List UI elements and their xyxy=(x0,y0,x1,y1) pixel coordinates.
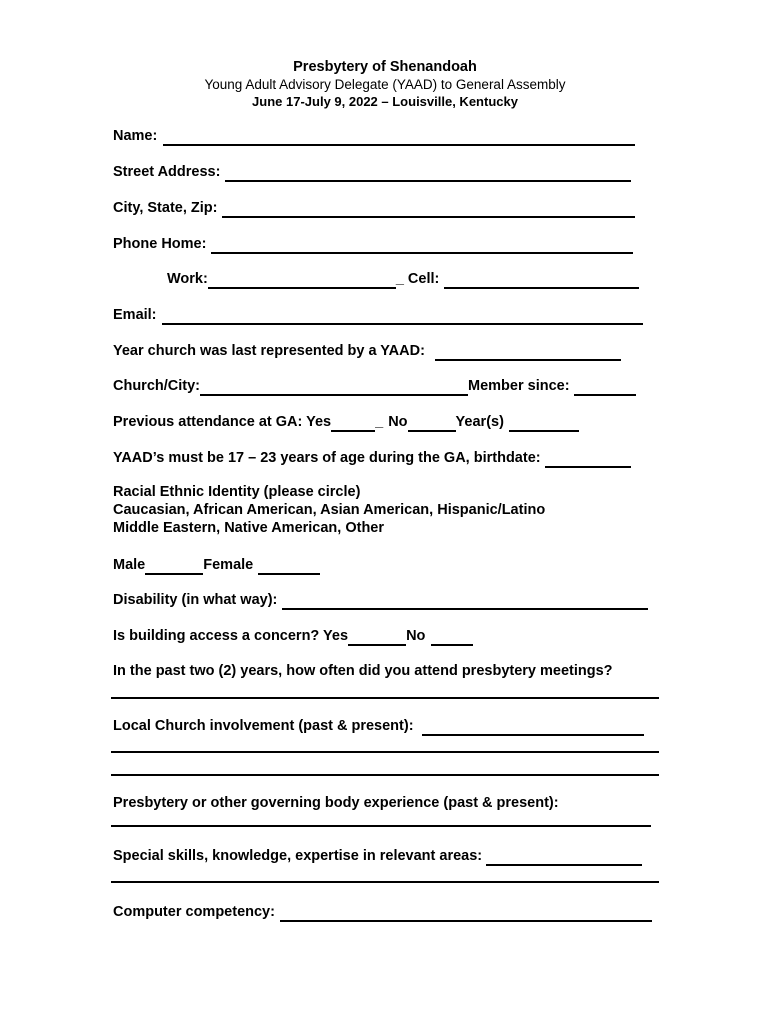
cell-label: Cell: xyxy=(407,271,440,287)
local-church-label: Local Church involvement (past & present): xyxy=(113,718,414,734)
church-city-field[interactable] xyxy=(200,380,468,396)
phone-home-field[interactable] xyxy=(211,238,633,254)
street-label: Street Address: xyxy=(113,164,221,180)
female-field[interactable] xyxy=(258,559,320,575)
city-row xyxy=(113,198,635,218)
street-field[interactable] xyxy=(225,166,631,182)
email-field[interactable] xyxy=(162,309,643,325)
city-label: City, State, Zip: xyxy=(113,200,218,216)
racial-identity-heading: Racial Ethnic Identity (please circle) xyxy=(113,484,361,500)
presbytery-meetings-field[interactable] xyxy=(111,697,659,699)
phone-home-label: Phone Home: xyxy=(113,236,207,252)
name-row xyxy=(113,126,635,146)
church-city-label: Church/City: xyxy=(113,378,200,394)
local-church-row xyxy=(113,716,644,736)
prev-attendance-row xyxy=(113,412,579,432)
male-label: Male xyxy=(113,557,146,573)
name-label: Name: xyxy=(113,128,158,144)
governing-body-label: Presbytery or other governing body experience (past & present): xyxy=(113,795,559,811)
city-field[interactable] xyxy=(222,202,635,218)
racial-identity-options-1[interactable]: Caucasian, African American, Asian American, Hispanic/Latino xyxy=(113,502,546,518)
special-skills-field[interactable] xyxy=(486,850,642,866)
year-church-label: Year church was last represented by a YAAD: xyxy=(113,343,425,359)
prev-no-field[interactable] xyxy=(408,416,456,432)
disability-label: Disability (in what way): xyxy=(113,592,278,608)
computer-row xyxy=(113,902,652,922)
special-skills-line-2[interactable] xyxy=(111,881,659,883)
year-church-row xyxy=(113,341,621,361)
access-no-label: No xyxy=(406,628,426,644)
member-since-label: Member since: xyxy=(468,378,570,394)
local-church-field[interactable] xyxy=(422,720,644,736)
year-church-field[interactable] xyxy=(435,345,621,361)
access-label: Is building access a concern? Yes xyxy=(113,628,349,644)
racial-identity-options-2[interactable]: Middle Eastern, Native American, Other xyxy=(113,520,385,536)
local-church-line-3[interactable] xyxy=(111,774,659,776)
prev-years-field[interactable] xyxy=(509,416,579,432)
phone-home-row xyxy=(113,234,633,254)
disability-field[interactable] xyxy=(282,594,648,610)
female-label: Female xyxy=(203,557,254,573)
access-yes-field[interactable] xyxy=(348,630,406,646)
access-row xyxy=(113,626,473,646)
birthdate-label: YAAD’s must be 17 – 23 years of age during the GA, birthdate: xyxy=(113,450,541,466)
governing-body-field[interactable] xyxy=(111,825,651,827)
local-church-line-2[interactable] xyxy=(111,751,659,753)
form-dates: June 17-July 9, 2022 – Louisville, Kentucky xyxy=(252,94,518,109)
prev-yes-field[interactable] xyxy=(331,416,375,432)
work-cell-row xyxy=(167,269,639,289)
name-field[interactable] xyxy=(163,130,635,146)
computer-label: Computer competency: xyxy=(113,904,275,920)
work-field[interactable] xyxy=(208,273,396,289)
prev-yes-tail: _ xyxy=(375,414,384,430)
work-label: Work: xyxy=(167,271,208,287)
prev-no-label: No xyxy=(388,414,408,430)
prev-years-label: Year(s) xyxy=(455,414,504,430)
form-subtitle: Young Adult Advisory Delegate (YAAD) to General Assembly xyxy=(204,77,566,92)
birthdate-field[interactable] xyxy=(545,452,631,468)
cell-field[interactable] xyxy=(444,273,639,289)
male-field[interactable] xyxy=(145,559,203,575)
special-skills-row xyxy=(113,846,642,866)
special-skills-label: Special skills, knowledge, expertise in relevant areas: xyxy=(113,848,483,864)
email-row xyxy=(113,305,643,325)
birthdate-row xyxy=(113,448,631,468)
presbytery-meetings-label: In the past two (2) years, how often did you attend presbytery meetings? xyxy=(113,663,613,679)
form-title: Presbytery of Shenandoah xyxy=(293,59,477,75)
gender-row xyxy=(113,555,320,575)
street-row xyxy=(113,162,631,182)
email-label: Email: xyxy=(113,307,157,323)
church-city-row xyxy=(113,376,636,396)
computer-field[interactable] xyxy=(280,906,652,922)
access-no-field[interactable] xyxy=(431,630,473,646)
disability-row xyxy=(113,590,648,610)
member-since-field[interactable] xyxy=(574,380,636,396)
work-tail: _ xyxy=(395,271,404,287)
prev-attendance-label: Previous attendance at GA: Yes xyxy=(113,414,332,430)
